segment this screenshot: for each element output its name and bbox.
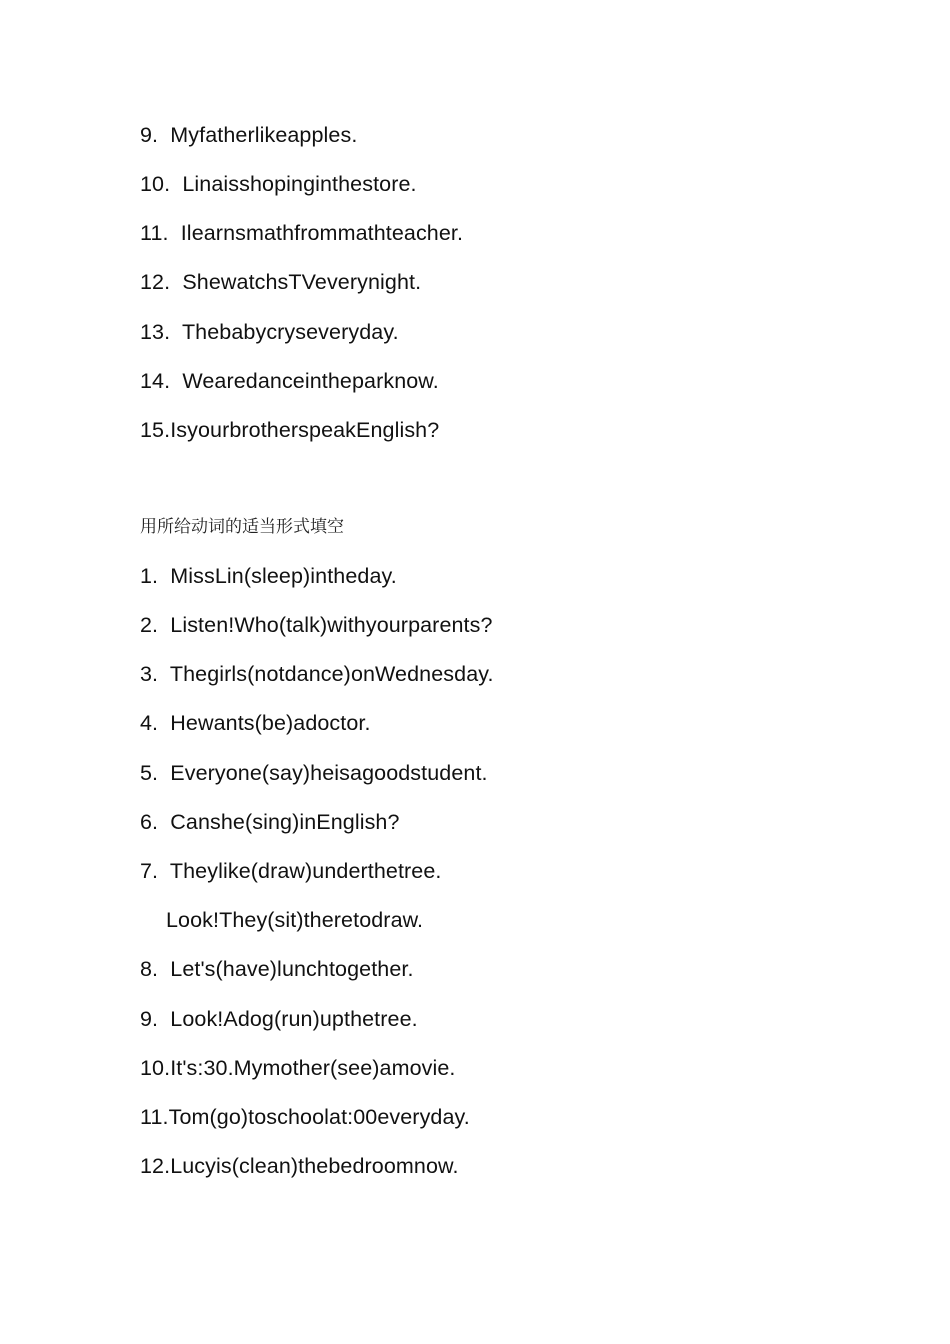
exercise-line: 12.Lucyis(clean)thebedroomnow. (140, 1154, 459, 1178)
exercise-line: 10. Linaisshopinginthestore. (140, 172, 417, 196)
exercise-line: 15.IsyourbrotherspeakEnglish? (140, 418, 440, 442)
exercise-line: 14. Wearedanceintheparknow. (140, 369, 439, 393)
exercise-line: 3. Thegirls(notdance)onWednesday. (140, 662, 494, 686)
exercise-line: 2. Listen!Who(talk)withyourparents? (140, 613, 493, 637)
exercise-line: 7. Theylike(draw)underthetree. (140, 859, 442, 883)
exercise-line: Look!They(sit)theretodraw. (166, 908, 424, 932)
exercise-line: 11. Ilearnsmathfrommathteacher. (140, 221, 464, 245)
exercise-line: 5. Everyone(say)heisagoodstudent. (140, 761, 488, 785)
exercise-line: 1. MissLin(sleep)intheday. (140, 564, 397, 588)
exercise-line: 11.Tom(go)toschoolat:00everyday. (140, 1105, 470, 1129)
exercise-line: 13. Thebabycryseveryday. (140, 320, 399, 344)
exercise-line: 6. Canshe(sing)inEnglish? (140, 810, 400, 834)
exercise-line: 10.It's:30.Mymother(see)amovie. (140, 1056, 456, 1080)
exercise-line: 9. Myfatherlikeapples. (140, 123, 358, 147)
exercise-line: 8. Let's(have)lunchtogether. (140, 957, 414, 981)
exercise-line: 4. Hewants(be)adoctor. (140, 711, 371, 735)
exercise-line: 12. ShewatchsTVeverynight. (140, 270, 422, 294)
section-heading: 用所给动词的适当形式填空 (140, 517, 344, 537)
exercise-line: 9. Look!Adog(run)upthetree. (140, 1007, 418, 1031)
